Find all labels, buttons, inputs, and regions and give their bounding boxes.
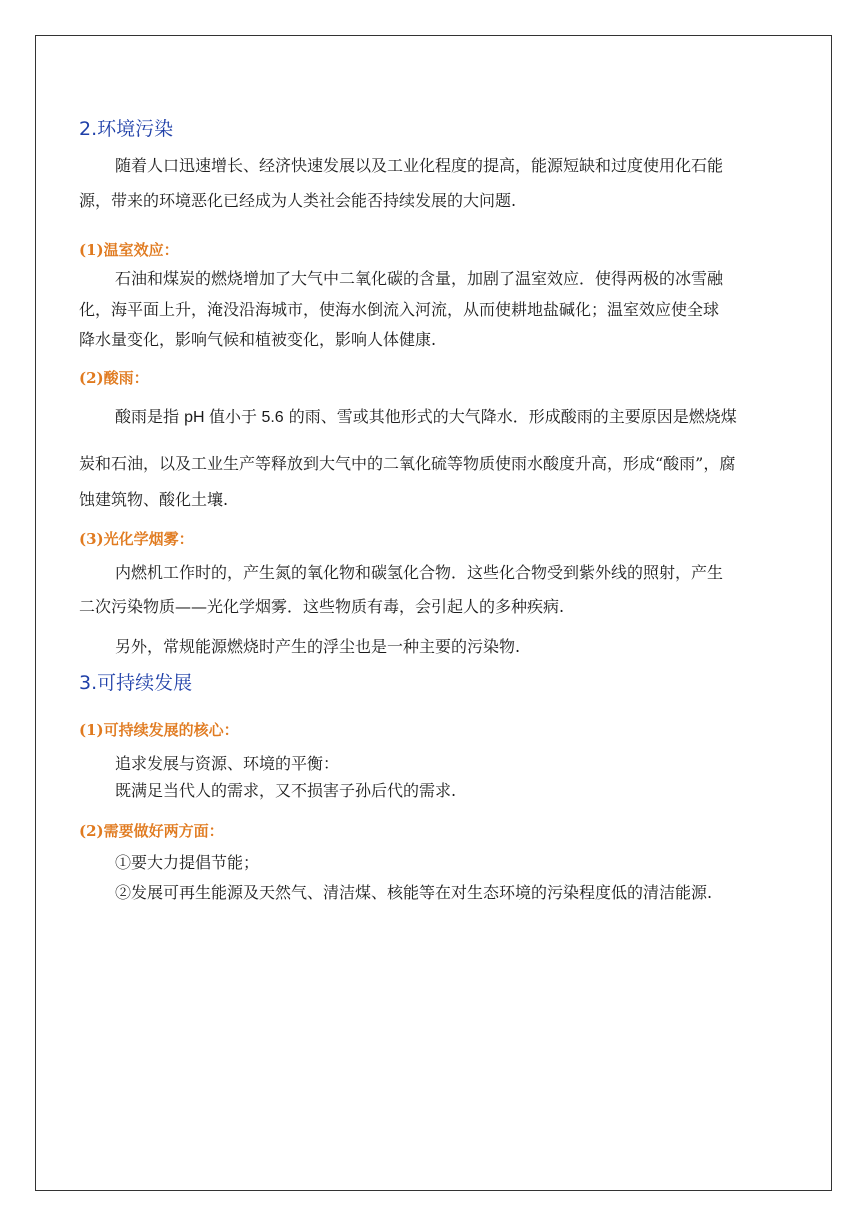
section-2-title: 2.环境污染	[79, 118, 174, 140]
smog-heading: (3)光化学烟雾：	[79, 530, 194, 548]
greenhouse-line-2: 化，海平面上升，淹没沿海城市，使海水倒流入河流，从而使耕地盐碱化；温室效应使全球	[79, 300, 720, 319]
smog-line-3: 另外，常规能源燃烧时产生的浮尘也是一种主要的污染物.	[115, 637, 521, 656]
acid-rain-line-1-post: 的雨、雪或其他形式的大气降水．形成酸雨的主要原因是燃烧煤	[283, 407, 737, 426]
two-aspects-line-1: ①要大力提倡节能；	[115, 853, 260, 872]
acid-rain-ph-value: pH 值小于 5.6	[184, 409, 284, 426]
section-3-title: 3.可持续发展	[79, 672, 193, 694]
acid-rain-line-3: 蚀建筑物、酸化土壤.	[79, 490, 229, 509]
smog-line-2: 二次污染物质——光化学烟雾．这些物质有毒，会引起人的多种疾病.	[79, 597, 565, 616]
acid-rain-line-1-pre: 酸雨是指	[115, 407, 185, 426]
acid-rain-line-1	[115, 407, 737, 428]
core-line-1: 追求发展与资源、环境的平衡：	[115, 754, 340, 773]
acid-rain-line-2: 炭和石油，以及工业生产等释放到大气中的二氧化硫等物质使雨水酸度升高，形成“酸雨”，腐	[79, 454, 736, 473]
greenhouse-line-1: 石油和煤炭的燃烧增加了大气中二氧化碳的含量，加剧了温室效应．使得两极的冰雪融	[115, 269, 724, 288]
smog-line-1: 内燃机工作时的，产生氮的氧化物和碳氢化合物．这些化合物受到紫外线的照射，产生	[115, 563, 724, 582]
section-2-intro-line-2: 源，带来的环境恶化已经成为人类社会能否持续发展的大问题.	[79, 191, 517, 210]
greenhouse-line-3: 降水量变化，影响气候和植被变化，影响人体健康.	[79, 330, 437, 349]
section-2-intro-line-1: 随着人口迅速增长、经济快速发展以及工业化程度的提高，能源短缺和过度使用化石能	[115, 156, 724, 175]
greenhouse-heading: (1)温室效应：	[79, 241, 179, 259]
two-aspects-heading: (2)需要做好两方面：	[79, 822, 224, 840]
core-heading: (1)可持续发展的核心：	[79, 721, 239, 739]
acid-rain-heading: (2)酸雨：	[79, 369, 149, 387]
two-aspects-line-2: ②发展可再生能源及天然气、清洁煤、核能等在对生态环境的污染程度低的清洁能源.	[115, 883, 713, 902]
core-line-2: 既满足当代人的需求，又不损害子孙后代的需求.	[115, 781, 457, 800]
